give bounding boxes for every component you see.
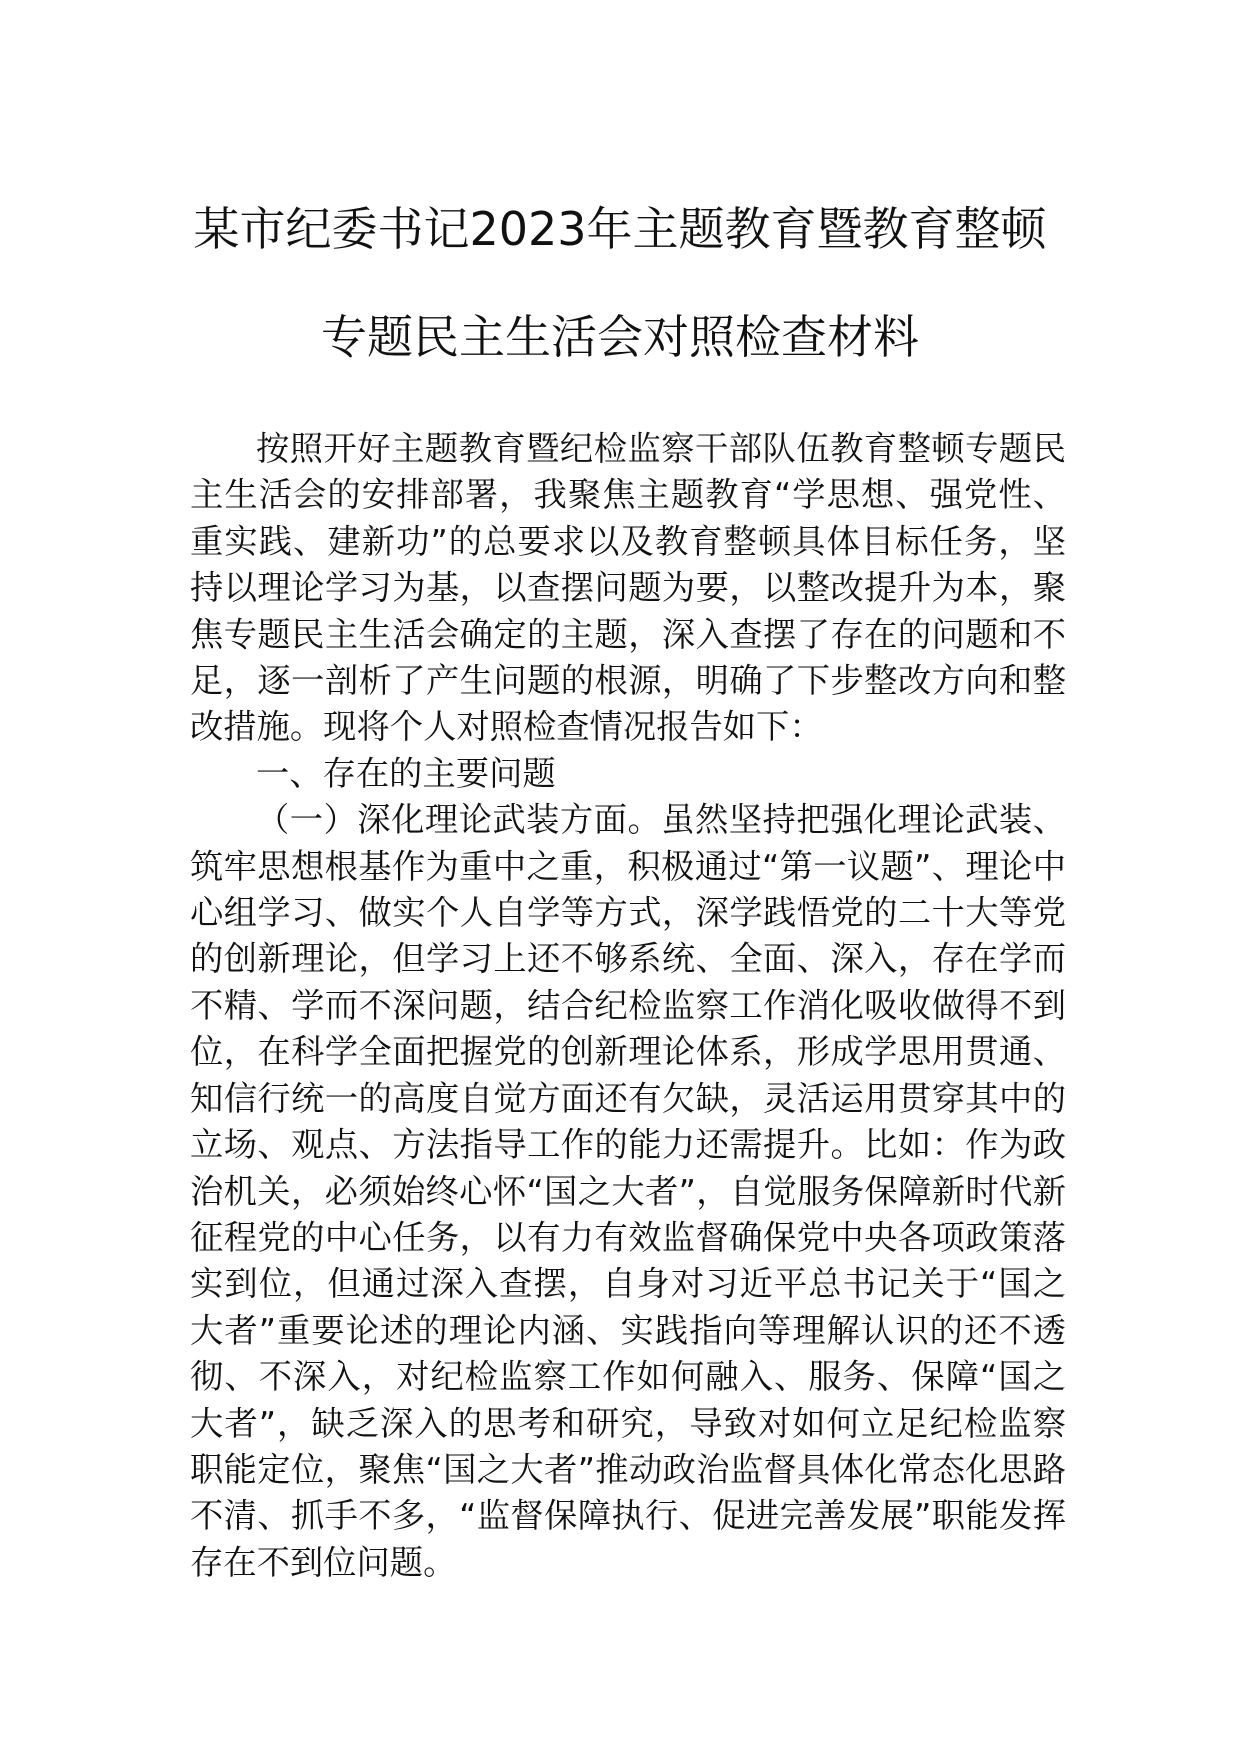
document-body <box>190 426 1066 1586</box>
section-heading-problems: 一、存在的主要问题 <box>256 753 556 793</box>
intro-paragraph: 按照开好主题教育暨纪检监察干部队伍教育整顿专题民主生活会的安排部署，我聚焦主题教育“学思想、强党性、重实践、建新功”的总要求以及教育整顿具体目标任务，坚持以理论学习为基，以查摆问题为要，以整改提升为本，聚焦专题民主生活会确定的主题，深入查摆了存在的问题和不足，逐一剖析了产生问题的根源，明确了下步整改方向和整改措施。现将个人对照检查情况报告如下： <box>190 429 1066 747</box>
title-line-1: 某市纪委书记2023年主题教育暨教育整顿 <box>193 202 1047 256</box>
document-title <box>150 202 1090 364</box>
item-theory-armament-paragraph: （一）深化理论武装方面。虽然坚持把强化理论武装、筑牢思想根基作为重中之重，积极通过“第一议题”、理论中心组学习、做实个人自学等方式，深学践悟党的二十大等党的创新理论，但学习上还不够系统、全面、深入，存在学而不精、学而不深问题，结合纪检监察工作消化吸收做得不到位，在科学全面把握党的创新理论体系，形成学思用贯通、知信行统一的高度自觉方面还有欠缺，灵活运用贯穿其中的立场、观点、方法指导工作的能力还需提升。比如：作为政治机关，必须始终心怀“国之大者”，自觉服务保障新时代新征程党的中心任务，以有力有效监督确保党中央各项政策落实到位，但通过深入查摆，自身对习近平总书记关于“国之大者”重要论述的理论内涵、实践指向等理解认识的还不透彻、不深入，对纪检监察工作如何融入、服务、保障“国之大者”，缺乏深入的思考和研究，导致对如何立足纪检监察职能定位，聚焦“国之大者”推动政治监督具体化常态化思路不清、抓手不多，“监督保障执行、促进完善发展”职能发挥存在不到位问题。 <box>190 800 1066 1582</box>
title-line-2: 专题民主生活会对照检查材料 <box>321 310 919 364</box>
